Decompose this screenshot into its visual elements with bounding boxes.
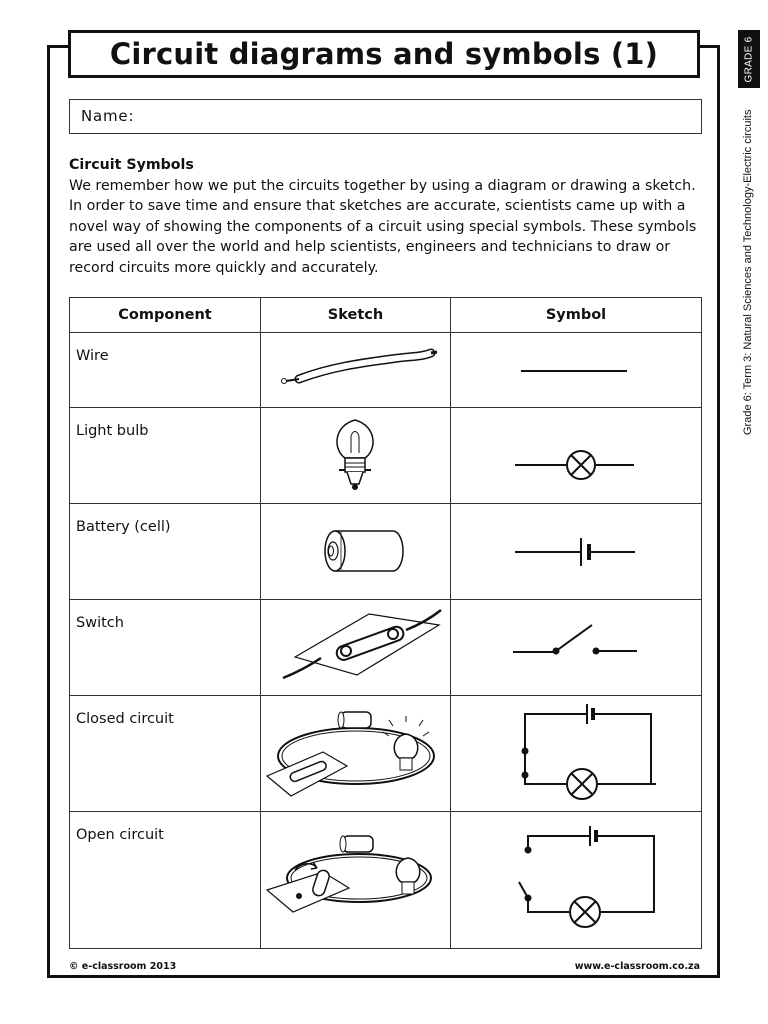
closed-circuit-symbol-icon	[451, 696, 702, 811]
wire-sketch	[261, 333, 451, 408]
wire-symbol	[451, 333, 702, 408]
section-heading: Circuit Symbols	[69, 157, 194, 173]
closed-circuit-sketch	[261, 696, 451, 812]
side-caption: Grade 6: Term 3: Natural Sciences and Technology-Electric circuits	[742, 109, 754, 435]
table-row	[70, 333, 702, 408]
switch-symbol	[451, 600, 702, 696]
closed-circuit-sketch-icon	[261, 696, 451, 811]
grade-tab-label: GRADE 6	[743, 35, 755, 83]
component-label: Closed circuit	[70, 696, 261, 812]
open-circuit-sketch	[261, 812, 451, 949]
component-label: Switch	[70, 600, 261, 696]
switch-symbol-icon	[451, 600, 702, 695]
header-sketch: Sketch	[261, 298, 451, 333]
intro-section	[69, 155, 709, 278]
component-label: Battery (cell)	[70, 504, 261, 600]
wire-sketch-icon	[261, 333, 451, 407]
battery-sketch-icon	[261, 504, 451, 599]
bulb-symbol	[451, 408, 702, 504]
header-component: Component	[70, 298, 261, 333]
open-circuit-sketch-icon	[261, 812, 451, 948]
open-circuit-symbol-icon	[451, 812, 702, 948]
table-row	[70, 600, 702, 696]
bulb-symbol-icon	[451, 408, 702, 503]
components-table	[69, 297, 702, 949]
battery-symbol-icon	[451, 504, 702, 599]
bulb-sketch-icon	[261, 408, 451, 503]
intro-paragraph: We remember how we put the circuits together by using a diagram or drawing a sketch. In order to save time and ensure that sketches are accurate, scientists came up with a novel way of showing the components of a circuit using special symbols. These symbols are used all over the world and help scientists, engineers and technicians to draw or record circuits more quickly and accurately.	[69, 177, 697, 276]
battery-symbol	[451, 504, 702, 600]
table-header-row	[70, 298, 702, 333]
table-row	[70, 696, 702, 812]
component-label: Wire	[70, 333, 261, 408]
grade-tab	[738, 30, 760, 88]
title-box	[68, 30, 700, 78]
table-row	[70, 812, 702, 949]
switch-sketch-icon	[261, 600, 451, 695]
table-row	[70, 504, 702, 600]
name-field[interactable]	[69, 99, 702, 134]
bulb-sketch	[261, 408, 451, 504]
battery-sketch	[261, 504, 451, 600]
open-circuit-symbol	[451, 812, 702, 949]
wire-symbol-icon	[451, 333, 702, 407]
header-symbol: Symbol	[451, 298, 702, 333]
component-label: Light bulb	[70, 408, 261, 504]
footer-website[interactable]: www.e-classroom.co.za	[574, 961, 700, 972]
switch-sketch	[261, 600, 451, 696]
name-label: Name:	[81, 107, 135, 125]
component-label: Open circuit	[70, 812, 261, 949]
closed-circuit-symbol	[451, 696, 702, 812]
page-title: Circuit diagrams and symbols (1)	[109, 37, 659, 71]
table-row	[70, 408, 702, 504]
footer-copyright: © e-classroom 2013	[69, 961, 177, 972]
